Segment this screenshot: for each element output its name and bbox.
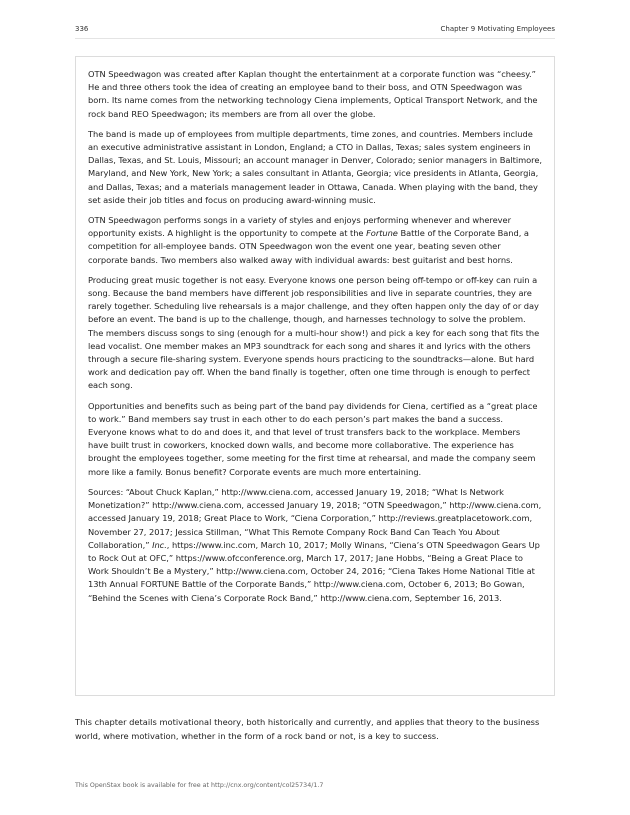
header-divider bbox=[75, 38, 555, 39]
text-segment: Battle of the Corporate Band, a competition for all-employee bands. OTN Speedwagon won the event one year, beating seven other corporate bands. Two members also walked away with individual awards: best guitarist and best horns. bbox=[88, 228, 529, 265]
page-number: 336 bbox=[75, 25, 89, 33]
sources-paragraph bbox=[88, 486, 542, 605]
paragraph-benefits: Opportunities and benefits such as being part of the band pay dividends for Ciena, certified as a “great place to work.” Band members say trust in each other to do each person’s part makes the band a success. Everyone knows what to do and does it, and that level of trust transfers back to the workplace. Members have built trust in coworkers, knocked down walls, and become more collaborative. The experience has brought the employees together, some meeting for the first time at rehearsal, and made the company seem more like a family. Bonus benefit? Corporate events are much more entertaining. bbox=[88, 400, 538, 477]
paragraph-members: The band is made up of employees from multiple departments, time zones, and countries. Members include an executive administrative assistant in London, England; a CTO in Dallas, Texas; sales system engineers in Dallas, Texas, and St. Louis, Missouri; an account manager in Denver, Colorado; senior managers in Baltimore, Maryland, and New York, New York; a sales consultant in Atlanta, Georgia; vice presidents in Atlanta, Georgia, and Dallas, Texas; and a materials management leader in Ottawa, Canada. When playing with the band, they set aside their job titles and focus on producing award-winning music. bbox=[88, 128, 542, 205]
text-segment: OTN Speedwagon performs songs in a variety of styles and enjoys performing whenever and wherever opportunity exists. A highlight is the opportunity to compete at the bbox=[88, 215, 511, 239]
feature-box bbox=[75, 56, 555, 696]
chapter-title: Chapter 9 Motivating Employees bbox=[440, 25, 555, 33]
italic-fortune: Fortune bbox=[366, 228, 398, 239]
text-segment: , https://www.inc.com, March 10, 2017; Molly Winans, “Ciena’s OTN Speedwagon Gears Up to Rock Out at OFC,” https://www.ofcconference.org, March 17, 2017; Jane Hobbs, “Being a Great Place to Work Shouldn’t Be a Mystery,” http://www.ciena.com, October 24, 2016; “Ciena Takes Home National Title at 13th Annual FORTUNE Battle of the Corporate Bands,” http://www.ciena.com, October 6, 2013; Bo Gowan, “Behind the Scenes with Ciena’s Corporate Rock Band,” http://www.ciena.com, September 16, 2013. bbox=[88, 539, 540, 603]
paragraph-performances bbox=[88, 214, 542, 267]
text-segment: Sources: “About Chuck Kaplan,” http://www.ciena.com, accessed January 19, 2018; “What Is Network Monetization?” http://www.ciena.com, accessed January 19, 2018; “OTN Speedwagon,” http://www.ciena.com, accessed January 19, 2018; Great Place to Work, “Ciena Corporation,” http://reviews.greatplacetowork.com, November 27, 2017; Jessica Stillman, “What This Remote Company Rock Band Can Teach You About Collaboration,” bbox=[88, 486, 542, 550]
footer-note: This OpenStax book is available for free at http://cnx.org/content/col25734/1.7 bbox=[75, 782, 324, 789]
closing-paragraph: This chapter details motivational theory, both historically and currently, and applies that theory to the business world, where motivation, whether in the form of a rock band or not, is a key to success. bbox=[75, 717, 540, 741]
paragraph-origin: OTN Speedwagon was created after Kaplan thought the entertainment at a corporate function was “cheesy.” He and three others took the idea of creating an employee band to their boss, and OTN Speedwagon was born. Its name comes from the networking technology Ciena implements, Optical Transport Network, and the rock band REO Speedwagon; its members are from all over the globe. bbox=[88, 69, 538, 119]
paragraph-challenges: Producing great music together is not easy. Everyone knows one person being off-tempo or off-key can ruin a song. Because the band members have different job responsibilities and live in separate countries, they are rarely together. Scheduling live rehearsals is a major challenge, and they often happen only the day of or day before an event. The band is up to the challenge, though, and harnesses technology to solve the problem. The members discuss songs to sing (enough for a multi-hour show!) and pick a key for each song that fits the lead vocalist. One member makes an MP3 soundtrack for each song and shares it and lyrics with the others through a secure file-sharing system. Everyone spends hours practicing to the soundtracks—alone. But hard work and dedication pay off. When the band finally is together, often one time through is enough to perfect each song. bbox=[88, 274, 540, 391]
italic-inc: Inc. bbox=[152, 539, 167, 550]
